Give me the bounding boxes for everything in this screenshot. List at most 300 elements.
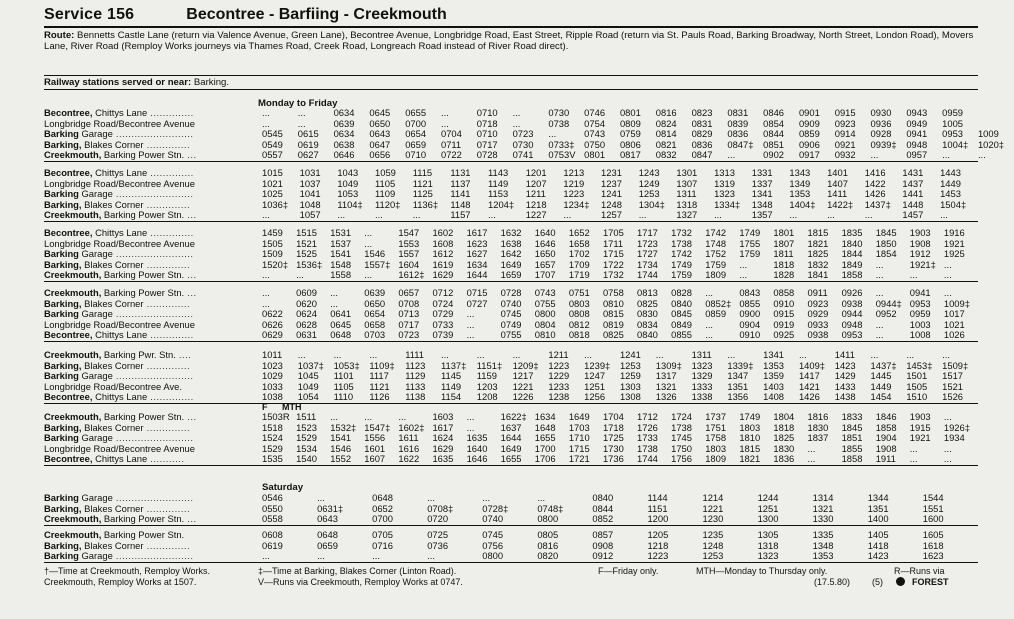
table-cell: 1532‡ — [330, 421, 357, 433]
table-cell: ... — [427, 550, 436, 562]
table-cell: 0824 — [655, 117, 677, 129]
stop-place: Chittys Lane — [92, 227, 148, 238]
table-cell: 1809 — [705, 269, 727, 281]
table-cell: 1837 — [807, 432, 829, 444]
table-cell: 1416 — [864, 167, 886, 178]
table-cell: 1457 — [902, 209, 924, 221]
timetable-block — [44, 107, 1005, 162]
table-cell: 0844 — [592, 502, 614, 514]
table-cell: 1649 — [568, 411, 590, 422]
table-cell: 1453‡ — [906, 359, 933, 371]
table-cell: 1109‡ — [369, 359, 395, 371]
table-cell: 1504‡ — [940, 198, 967, 210]
timetable-block — [44, 493, 978, 526]
table-cell: ... — [466, 308, 475, 320]
note-runs-via: R—Runs via — [894, 566, 945, 576]
stop-place: Blakes Corner — [81, 198, 144, 210]
table-cell: ... — [909, 453, 918, 465]
stop-place: Barking Power Stn. — [101, 287, 185, 298]
table-cell: 0823 — [691, 107, 713, 118]
table-cell: 1659 — [500, 269, 522, 281]
table-cell: 0804 — [534, 318, 556, 330]
departure-times — [262, 454, 978, 465]
table-cell: 0948 — [841, 318, 863, 330]
table-cell: ... — [563, 209, 572, 221]
table-cell: 1759 — [739, 248, 761, 260]
stop-name — [44, 210, 266, 221]
table-cell: 0857 — [592, 529, 614, 540]
table-cell: 1318 — [757, 539, 779, 551]
timetable-block — [44, 350, 978, 404]
table-cell: 0725 — [427, 529, 449, 540]
table-cell: 0859 — [705, 308, 727, 320]
table-cell: 0646 — [333, 149, 355, 161]
table-cell: 1709 — [568, 258, 590, 270]
table-cell: 1405 — [867, 529, 889, 540]
stop-town: Creekmouth, — [44, 287, 102, 298]
table-cell: 1602 — [432, 227, 454, 238]
table-cell: ... — [466, 421, 475, 433]
table-cell: 1151 — [647, 502, 668, 514]
table-cell: 1303 — [619, 380, 641, 392]
table-cell: ... — [875, 269, 884, 281]
leader-dots: ......................... — [112, 492, 194, 503]
leader-dots: ......................... — [112, 432, 194, 444]
table-cell: 1121 — [369, 380, 390, 392]
leader-dots: .............. — [143, 359, 191, 371]
table-cell: 1429 — [834, 370, 856, 382]
table-cell: ... — [727, 349, 736, 360]
table-cell: 1612‡ — [398, 269, 425, 281]
table-cell: 1249 — [638, 177, 660, 189]
table-cell: 0852 — [592, 513, 614, 525]
table-cell: 0941 — [909, 287, 931, 298]
stop-town: Barking, — [44, 297, 82, 309]
leader-dots: .............. — [143, 539, 191, 551]
stop-place: Garage — [78, 550, 113, 562]
table-cell: 0631 — [296, 329, 317, 341]
table-cell: 1353 — [763, 359, 785, 371]
table-cell: 0717 — [476, 138, 498, 150]
table-cell: 1858 — [875, 421, 897, 433]
stop-place: Blakes Corner — [81, 138, 144, 150]
table-cell: 0638 — [333, 138, 355, 150]
table-cell: 1351 — [867, 502, 889, 514]
table-cell: 1738 — [671, 421, 692, 433]
table-cell: 0746 — [584, 107, 606, 118]
table-cell: 1214 — [702, 492, 724, 503]
table-cell: 0932 — [834, 149, 856, 161]
timetable-block — [44, 228, 978, 282]
table-cell: 0809 — [619, 117, 641, 129]
table-cell: 0648 — [330, 329, 352, 341]
table-cell: 1725 — [602, 432, 624, 444]
timetable-block — [44, 288, 978, 342]
table-cell: 0815 — [602, 308, 624, 320]
departure-times — [262, 168, 978, 179]
leader-dots: ... — [184, 287, 197, 298]
table-cell: 0609 — [296, 287, 317, 298]
table-cell: ... — [798, 349, 807, 360]
table-cell: ... — [466, 318, 475, 330]
table-cell: 1916 — [943, 227, 965, 238]
table-cell: 1003 — [909, 318, 931, 330]
table-cell: 0925 — [773, 329, 795, 341]
stop-name — [44, 150, 266, 161]
table-cell: 1330 — [812, 513, 834, 525]
table-cell: 1911 — [875, 453, 896, 465]
table-cell: 0813 — [637, 287, 658, 298]
saturday-heading: Saturday — [262, 482, 304, 493]
table-cell: 1333 — [691, 380, 713, 392]
table-cell: 0944 — [841, 308, 863, 320]
table-cell: 1348 — [751, 198, 773, 210]
leader-dots: .............. — [147, 329, 194, 341]
table-cell: 0943 — [906, 107, 928, 118]
table-cell: 1326 — [655, 391, 677, 403]
table-cell: 1815 — [739, 442, 761, 454]
table-row — [44, 149, 986, 161]
table-cell: 1644 — [500, 432, 522, 444]
note-monday-thursday: MTH—Monday to Thursday only. — [696, 566, 828, 576]
note-remploy: †—Time at Creekmouth, Remploy Works. — [44, 566, 211, 576]
table-cell: 1045 — [297, 370, 319, 382]
table-cell: 0820 — [537, 550, 559, 562]
table-cell: 0634 — [333, 128, 355, 140]
table-cell: 1233 — [548, 380, 570, 392]
table-cell: 1723 — [637, 237, 658, 249]
table-cell: 1509‡ — [942, 359, 969, 371]
table-cell: 0718 — [476, 117, 498, 129]
table-cell: 1548 — [330, 258, 352, 270]
table-cell: 1017 — [943, 308, 965, 320]
table-cell: 1655 — [534, 432, 556, 444]
table-cell: 0739 — [432, 329, 454, 341]
table-row — [44, 551, 978, 562]
table-cell: 1540 — [296, 453, 317, 465]
leader-dots: ........... — [147, 453, 185, 465]
leader-dots: ... — [184, 513, 197, 525]
table-cell: 0700 — [405, 117, 427, 129]
table-cell: 1117 — [369, 370, 389, 382]
table-cell: 1036‡ — [262, 198, 289, 210]
footer-line-2 — [44, 577, 978, 588]
table-cell: ... — [807, 442, 816, 454]
table-cell: 1144 — [647, 492, 668, 503]
footer-line-1 — [44, 566, 978, 577]
table-cell: 1635 — [432, 453, 454, 465]
table-cell: 1833 — [841, 411, 863, 422]
table-cell: 1828 — [773, 269, 795, 281]
table-cell: 1004‡ — [942, 138, 969, 150]
table-cell: 1123 — [405, 359, 426, 371]
table-cell: 1059 — [375, 167, 396, 178]
leader-dots: .............. — [143, 502, 191, 514]
departure-times — [262, 330, 978, 341]
leader-dots: ... — [184, 269, 197, 281]
table-cell: 1752 — [705, 248, 727, 260]
stop-town: Creekmouth, — [44, 411, 102, 422]
departure-times — [262, 530, 978, 541]
table-cell: ... — [317, 492, 325, 503]
table-cell: 0659 — [317, 539, 338, 551]
table-cell: 0650 — [364, 297, 386, 309]
table-cell: 1341 — [763, 349, 785, 360]
table-cell: 1818 — [773, 258, 795, 270]
table-cell: 1153 — [488, 188, 509, 200]
table-cell: 1449 — [870, 380, 892, 392]
table-cell: 1515 — [296, 227, 317, 238]
table-cell: ... — [364, 227, 373, 238]
table-cell: 1244 — [757, 492, 779, 503]
table-cell: ... — [714, 209, 722, 221]
table-cell: 1601 — [364, 442, 386, 454]
table-cell: 0957 — [906, 149, 928, 161]
table-cell: 0730 — [512, 138, 534, 150]
table-cell: 1816 — [807, 411, 829, 422]
stop-place: Longbridge Road/Becontree Avenue — [44, 318, 195, 330]
stop-town: Barking — [44, 128, 79, 140]
table-cell: 0810 — [602, 297, 624, 309]
stop-town: Barking — [44, 308, 79, 320]
table-cell: 1426 — [864, 188, 886, 200]
table-cell: 0904 — [739, 318, 761, 330]
table-cell: 0710 — [405, 149, 427, 161]
note-v-remploy: V—Runs via Creekmouth, Remploy Works at 0747. — [258, 577, 463, 587]
table-cell: 0626 — [262, 318, 283, 330]
table-cell: 0655 — [405, 107, 427, 118]
table-cell: 1557‡ — [364, 258, 391, 270]
table-cell: 0643 — [317, 513, 338, 525]
table-cell: 0558 — [262, 513, 283, 525]
table-cell: 1742 — [705, 227, 727, 238]
table-cell: 1148 — [450, 198, 471, 210]
table-cell: 1851 — [841, 432, 863, 444]
table-cell: 1749 — [739, 411, 761, 422]
table-cell: ... — [330, 287, 339, 298]
table-cell: 1511 — [296, 411, 317, 422]
table-cell: 1041 — [299, 188, 321, 200]
table-cell: 1129 — [405, 370, 426, 382]
table-cell: 0620 — [296, 297, 317, 309]
table-cell: 1509 — [262, 248, 283, 260]
table-cell: 1314 — [812, 492, 834, 503]
table-cell: 1437‡ — [864, 198, 891, 210]
table-cell: 1821 — [807, 237, 829, 249]
table-cell: 1437‡ — [870, 359, 897, 371]
stop-place: Barking Power Stn. — [101, 209, 185, 221]
table-cell: 1705 — [602, 227, 624, 238]
table-cell: 0740 — [500, 297, 522, 309]
stop-place: Chittys Lane — [92, 329, 148, 341]
table-cell: 1558 — [330, 269, 352, 281]
table-cell: 1638 — [500, 237, 522, 249]
publisher-name: FOREST — [912, 577, 949, 587]
table-cell: 1029 — [262, 370, 283, 382]
table-cell: ... — [943, 453, 952, 465]
table-cell: 1423 — [867, 550, 889, 562]
table-cell: 1718 — [602, 421, 624, 433]
table-cell: 1431 — [902, 167, 924, 178]
table-cell: 1248 — [702, 539, 724, 551]
table-cell: 1915 — [909, 421, 931, 433]
table-cell: 1227 — [525, 209, 547, 221]
table-cell: 0917 — [798, 149, 820, 161]
table-cell: 1048 — [299, 198, 321, 210]
table-cell: 1200 — [647, 513, 669, 525]
table-cell: 1349 — [789, 177, 811, 189]
table-cell: 0921 — [834, 138, 856, 150]
table-cell: 0728 — [476, 149, 498, 161]
stop-place: Chittys Lane — [92, 453, 148, 465]
table-cell: 1732 — [602, 269, 624, 281]
table-cell: 1526 — [942, 391, 963, 403]
leader-dots: .............. — [143, 258, 191, 270]
table-cell: 1517 — [942, 370, 963, 382]
print-date: (17.5.80) — [814, 577, 851, 587]
table-cell: 0928 — [870, 128, 892, 140]
leader-dots: .............. — [147, 167, 194, 178]
table-cell: 1157 — [450, 209, 471, 221]
leader-dots: .... — [175, 349, 192, 360]
table-cell: 1443 — [940, 167, 961, 178]
table-cell: 1238 — [548, 391, 570, 403]
table-cell: 1703 — [568, 421, 590, 433]
table-cell: 1505 — [906, 380, 928, 392]
table-cell: 1221 — [512, 380, 534, 392]
table-cell: 1209‡ — [512, 359, 539, 371]
table-cell: 1309‡ — [655, 359, 682, 371]
table-cell: 1603 — [432, 411, 454, 422]
stop-place: Garage — [78, 370, 113, 382]
table-cell: 1115 — [412, 167, 433, 178]
stop-place: Chittys Lane — [92, 107, 148, 118]
table-cell: 1441 — [902, 188, 924, 200]
table-cell: 1404‡ — [789, 198, 816, 210]
table-cell: 1110 — [333, 391, 354, 403]
table-cell: 1557 — [398, 248, 420, 260]
table-cell: 0759 — [619, 128, 641, 140]
table-cell: 0851 — [763, 138, 785, 150]
table-cell: 1846 — [875, 411, 897, 422]
table-cell: 1219 — [563, 177, 585, 189]
table-cell: 0849 — [671, 318, 692, 330]
stop-place: Longbridge Road/Becontree Avenue — [44, 117, 195, 129]
stop-place: Longbridge Road/Becontree Avenue — [44, 237, 195, 249]
table-cell: 1521 — [942, 380, 963, 392]
table-cell: 1235 — [702, 529, 724, 540]
table-cell: ... — [262, 117, 270, 129]
table-cell: 0910 — [739, 329, 761, 341]
leader-dots: .............. — [147, 107, 194, 118]
table-cell: 1841 — [807, 269, 829, 281]
table-cell: ... — [875, 329, 884, 341]
table-cell: 0808 — [568, 308, 590, 320]
table-cell: 1605 — [922, 529, 944, 540]
table-cell: 1732 — [671, 227, 692, 238]
table-cell: 1759 — [671, 269, 692, 281]
stop-town: Barking — [44, 550, 79, 562]
stop-place: Garage — [78, 128, 113, 140]
leader-dots: .............. — [143, 198, 191, 210]
service-title: Becontree - Barfiing - Creekmouth — [186, 6, 447, 23]
table-cell: ... — [943, 442, 952, 454]
table-cell: 1640 — [534, 227, 556, 238]
table-cell: 1749 — [739, 227, 761, 238]
departure-times — [262, 514, 978, 525]
stop-place: Garage — [78, 432, 113, 444]
table-cell: 1612 — [432, 248, 454, 260]
table-cell: 1734 — [637, 258, 658, 270]
table-cell: 1125 — [412, 188, 433, 200]
table-cell: 1547 — [398, 227, 420, 238]
table-cell: 1025 — [262, 188, 283, 200]
table-cell: 1335 — [812, 529, 834, 540]
table-cell: 1049 — [337, 177, 359, 189]
departure-times — [262, 149, 986, 161]
table-cell: 1257 — [601, 209, 622, 221]
table-cell: 0728‡ — [482, 502, 509, 514]
table-cell: 0729 — [432, 308, 454, 320]
table-cell: 1213 — [563, 167, 585, 178]
table-cell: 0628 — [296, 318, 317, 330]
table-cell: 0629 — [262, 329, 283, 341]
stop-town: Creekmouth, — [44, 349, 102, 360]
table-cell: ... — [870, 149, 879, 161]
stop-place: Barking Power Stn. — [101, 411, 185, 422]
table-cell: ... — [870, 349, 879, 360]
timetable-footer — [44, 566, 978, 588]
table-cell: 1611 — [398, 432, 419, 444]
table-cell: 1459 — [262, 227, 283, 238]
table-cell: ... — [262, 209, 270, 221]
leader-dots: ... — [184, 149, 197, 161]
table-cell: 1737 — [705, 411, 727, 422]
table-cell: 1904 — [875, 432, 897, 444]
table-cell: 0832 — [655, 149, 677, 161]
stop-town: Becontree, — [44, 391, 93, 403]
table-cell: 1111 — [405, 349, 424, 360]
table-cell: 1748 — [705, 237, 727, 249]
route-label: Route: — [44, 30, 75, 41]
table-cell: ... — [369, 349, 378, 360]
table-cell: 0624 — [296, 308, 317, 320]
table-cell: ... — [977, 149, 986, 161]
table-cell: 1337 — [751, 177, 773, 189]
table-cell: ... — [875, 258, 884, 270]
table-cell: 0816 — [537, 539, 559, 551]
table-cell: 0843 — [739, 287, 761, 298]
table-cell: ... — [655, 349, 664, 360]
table-cell: 0906 — [798, 138, 820, 150]
table-cell: 1137‡ — [440, 359, 467, 371]
table-cell: 0846 — [763, 107, 785, 118]
table-cell: 0828 — [671, 287, 692, 298]
stop-place: Barking Pwr. Stn. — [101, 349, 176, 360]
table-cell: 0700 — [372, 513, 393, 525]
table-cell: 1810 — [739, 432, 761, 444]
table-cell: 1256 — [584, 391, 606, 403]
table-cell: 1706 — [534, 453, 556, 465]
table-cell: 1815 — [807, 227, 829, 238]
stop-town: Barking, — [44, 138, 82, 150]
stop-place: Blakes Corner — [81, 421, 144, 433]
table-cell: ... — [942, 349, 950, 360]
table-cell: 0852‡ — [705, 297, 732, 309]
stop-town: Barking — [44, 492, 79, 503]
table-cell: 1201 — [525, 167, 547, 178]
table-cell: 1807 — [773, 237, 795, 249]
